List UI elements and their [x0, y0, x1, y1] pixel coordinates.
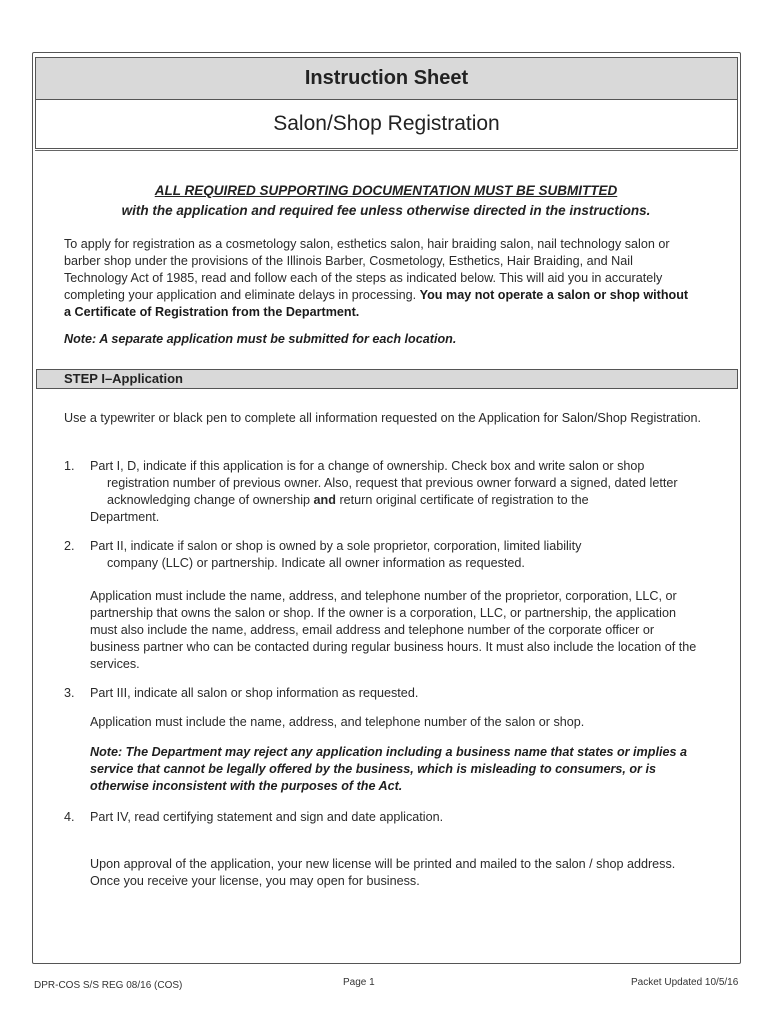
intro-paragraph — [64, 236, 696, 321]
form-code: DPR-COS S/S REG 08/16 (COS) — [34, 980, 183, 991]
item-2-text — [90, 538, 710, 572]
page-title: Instruction Sheet — [35, 57, 738, 100]
item-1-cont-a: registration number of previous owner. Also, request that previous owner forward a signed, dated letter acknowledging change of ownership — [107, 476, 678, 507]
closing-paragraph: Upon approval of the application, your new license will be printed and mailed to the salon / shop address. Once you receive your license, you may open for business. — [90, 857, 676, 888]
header-divider — [35, 150, 738, 151]
notice-line-2: with the application and required fee unless otherwise directed in the instructions. — [121, 203, 651, 218]
item-4-number: 4. — [64, 810, 75, 824]
intro-bold-warning: You may not operate a salon or shop without a Certificate of Registration from the Department. — [64, 288, 689, 319]
page-number: Page 1 — [343, 977, 375, 988]
item-2-extra: Application must include the name, address, and telephone number of the proprietor, corporation, LLC, or partnership that owns the salon or shop. If the owner is a corporation, LLC, or partnership, the application must also include the name, address, email address and telephone number of the corporate officer or business partner who can be contacted during regular business hours. It must also include the location of the services. — [90, 589, 697, 671]
page-subtitle: Salon/Shop Registration — [35, 100, 738, 149]
item-2-first-line: Part II, indicate if salon or shop is owned by a sole proprietor, corporation, limited liability — [90, 539, 582, 553]
step-1-intro: Use a typewriter or black pen to complete all information requested on the Application for Salon/Shop Registration. — [64, 411, 702, 425]
item-3-note: Note: The Department may reject any application including a business name that states or implies a service that cannot be legally offered by the business, which is misleading to consumers, or is otherwise inconsistent with the purposes of the Act. — [90, 745, 687, 793]
item-1-number: 1. — [64, 459, 75, 473]
item-4-text: Part IV, read certifying statement and sign and date application. — [90, 810, 444, 824]
item-1-last-line: Department. — [90, 510, 160, 524]
step-1-header: STEP I–Application — [36, 369, 738, 389]
packet-updated: Packet Updated 10/5/16 — [631, 977, 739, 988]
item-1-continuation — [90, 475, 710, 509]
item-1-text — [90, 458, 710, 526]
item-1-cont-bold: and — [313, 493, 336, 507]
separate-application-note: Note: A separate application must be submitted for each location. — [64, 332, 457, 346]
required-docs-notice — [36, 181, 736, 221]
notice-line-1: ALL REQUIRED SUPPORTING DOCUMENTATION MUST BE SUBMITTED — [154, 183, 618, 198]
item-3-extra: Application must include the name, address, and telephone number of the salon or shop. — [90, 715, 585, 729]
item-3-text: Part III, indicate all salon or shop information as requested. — [90, 686, 419, 700]
item-2-number: 2. — [64, 539, 75, 553]
item-2-continuation: company (LLC) or partnership. Indicate all owner information as requested. — [107, 556, 525, 570]
item-3-number: 3. — [64, 686, 75, 700]
intro-text: To apply for registration as a cosmetology salon, esthetics salon, hair braiding salon, nail technology salon or barber shop under the provisions of the Illinois Barber, Cosmetology, Esthetics, Hair Braiding, and Nail Technology Act of 1985, read and follow each of the steps as indicated below. This will aid you in accurately completing your application and eliminate delays in processing. — [64, 237, 670, 302]
item-1-first-line: Part I, D, indicate if this application is for a change of ownership. Check box and write salon or shop — [90, 459, 645, 473]
item-1-cont-b: return original certificate of registration to the — [339, 493, 589, 507]
